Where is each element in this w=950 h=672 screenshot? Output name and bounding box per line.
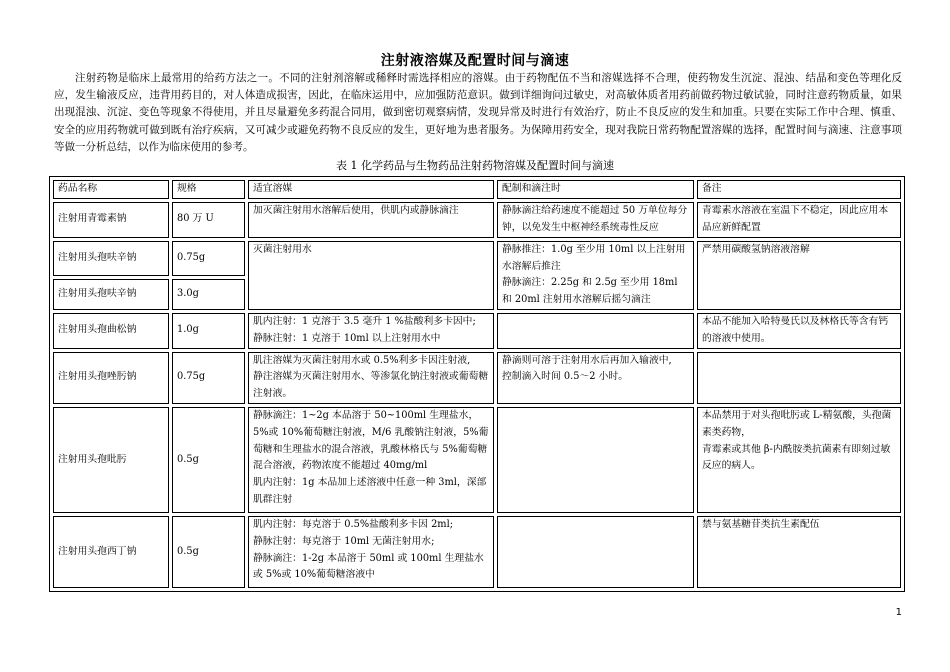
header-cell-spec: 规格 (172, 180, 245, 199)
prep-cell (497, 352, 694, 404)
spec-cell: 0.75g (172, 352, 245, 404)
solvent-cell (248, 407, 494, 513)
cell-text: 肌内注射：1g 本品加上述溶液中任意一种 3ml，深部肌群注射 (253, 477, 487, 505)
cell-text: 静脉注射：每克溶于 10ml 无菌注射用水; (253, 535, 435, 547)
cell-text: 本品禁用于对头孢吡肟或 L-精氨酸，头孢菌素类药物， (702, 409, 892, 438)
spec-cell: 3.0g (172, 279, 245, 310)
cell-text: 控制滴入时间 0.5～2 小时。 (502, 371, 629, 383)
drug-solvent-table (49, 176, 905, 592)
solvent-cell (248, 241, 494, 310)
cell-text: 肌注溶媒为灭菌注射用水或 0.5%利多卡因注射液, (253, 354, 471, 366)
spec-cell: 0.75g (172, 241, 245, 276)
table-row (53, 313, 901, 349)
drug-name-cell: 注射用青霉素钠 (53, 202, 169, 238)
table-row (53, 241, 901, 276)
cell-text: 静脉滴注：1~2g 本品溶于 50~100ml 生理盐水，5%或 10%葡萄糖注射液，M/6 乳酸钠注射液，5%葡萄糖和生理盐水的混合溶液，乳酸林格氏与 5%葡萄糖混合溶液，药物浓度不能超过 40mg/ml (253, 409, 489, 472)
solvent-cell (248, 516, 494, 588)
cell-text: 肌内注射：每克溶于 0.5%盐酸利多卡因 2ml; (253, 518, 454, 530)
table-row (53, 407, 901, 513)
cell-text: 灭菌注射用水 (253, 243, 312, 255)
table-row (53, 352, 901, 404)
prep-cell (497, 241, 694, 310)
table-row (53, 516, 901, 588)
cell-text: 静滴则可溶于注射用水后再加入输液中, (502, 354, 672, 366)
note-cell (697, 313, 901, 349)
solvent-cell (248, 202, 494, 238)
note-cell (697, 516, 901, 588)
header-cell-prep: 配制和滴注时 (497, 180, 694, 199)
header-cell-note: 备注 (697, 180, 901, 199)
header-cell-name: 药品名称 (53, 180, 169, 199)
note-cell (697, 241, 901, 310)
cell-text: 严禁用碳酸氢钠溶液溶解 (702, 243, 810, 255)
prep-cell (497, 202, 694, 238)
solvent-cell (248, 313, 494, 349)
drug-name-cell: 注射用头孢西丁钠 (53, 516, 169, 588)
document-title: 注射液溶媒及配置时间与滴速 (380, 53, 570, 69)
prep-cell (497, 313, 694, 349)
spec-cell: 1.0g (172, 313, 245, 349)
cell-text: 本品不能加入哈特曼氏以及林格氏等含有钙的溶液中使用。 (702, 315, 889, 344)
cell-text: 静脉滴注：1-2g 本品溶于 50ml 或 100ml 生理盐水或 5%或 10%葡萄糖溶液中 (253, 552, 484, 581)
header-cell-solvent: 适宜溶媒 (248, 180, 494, 199)
cell-text: 静脉推注：1.0g 至少用 10ml 以上注射用水溶解后推注 (502, 243, 686, 272)
note-cell (697, 352, 901, 404)
drug-name-cell: 注射用头孢曲松钠 (53, 313, 169, 349)
prep-cell (497, 516, 694, 588)
cell-text: 禁与氨基糖苷类抗生素配伍 (702, 518, 820, 530)
table-header-row (53, 180, 901, 199)
drug-name-cell: 注射用头孢呋辛钠 (53, 279, 169, 310)
note-cell (697, 202, 901, 238)
drug-name-cell: 注射用头孢吡肟 (53, 407, 169, 513)
spec-cell: 80 万 U (172, 202, 245, 238)
intro-paragraph: 注射药物是临床上最常用的给药方法之一。不同的注射剂溶解或稀释时需选择相应的溶媒。由于药物配伍不当和溶媒选择不合理，使药物发生沉淀、混浊、结晶和变色等理化反应，发生输液反应，违背用药目的，对人体造成损害，因此，在临床运用中，应加强防范意识。做到详细询问过敏史，对高敏体质者用药前做药物过敏试验，同时注意药物质量，如果出现混浊、沉淀、变色等现象不得使用，并且尽量避免多药混合同用，做到密切观察病情，发现异常及时进行有效治疗，防止不良反应的发生和加重。只要在实际工作中合理、慎重、安全的应用药物就可做到既有治疗疾病，又可减少或避免药物不良反应的发生，更好地为患者服务。为保障用药安全，现对我院日常药物配置溶媒的选择，配置时间与滴速、注意事项等做一分析总结，以作为临床使用的参考。 (54, 72, 902, 153)
drug-name-cell: 注射用头孢呋辛钠 (53, 241, 169, 276)
cell-text: 青霉素水溶液在室温下不稳定，因此应用本品应新鲜配置 (702, 204, 889, 233)
cell-text: 静脉滴注：2.25g 和 2.5g 至少用 18ml 和 20ml 注射用水溶解后摇匀滴注 (502, 277, 678, 306)
page-number: 1 (895, 607, 902, 618)
prep-cell (497, 407, 694, 513)
table-row (53, 202, 901, 238)
solvent-cell (248, 352, 494, 404)
cell-text: 静脉注射：1 克溶于 10ml 以上注射用水中 (253, 332, 441, 344)
cell-text: 加灭菌注射用水溶解后使用，供肌内或静脉滴注 (253, 204, 459, 216)
drug-name-cell: 注射用头孢唑肟钠 (53, 352, 169, 404)
note-cell (697, 407, 901, 513)
table-caption: 表 1 化学药品与生物药品注射药物溶媒及配置时间与滴速 (336, 159, 614, 172)
cell-text: 青霉素或其他 β-内酰胺类抗菌素有即刻过敏反应的病人。 (702, 443, 891, 472)
spec-cell: 0.5g (172, 407, 245, 513)
cell-text: 肌内注射：1 克溶于 3.5 毫升 1 %盐酸利多卡因中; (253, 315, 476, 327)
cell-text: 静脉滴注给药速度不能超过 50 万单位每分钟，以免发生中枢神经系统毒性反应 (502, 204, 688, 233)
spec-cell: 0.5g (172, 516, 245, 588)
cell-text: 静注溶媒为灭菌注射用水、等渗氯化钠注射液或葡萄糖注射液。 (253, 371, 489, 400)
